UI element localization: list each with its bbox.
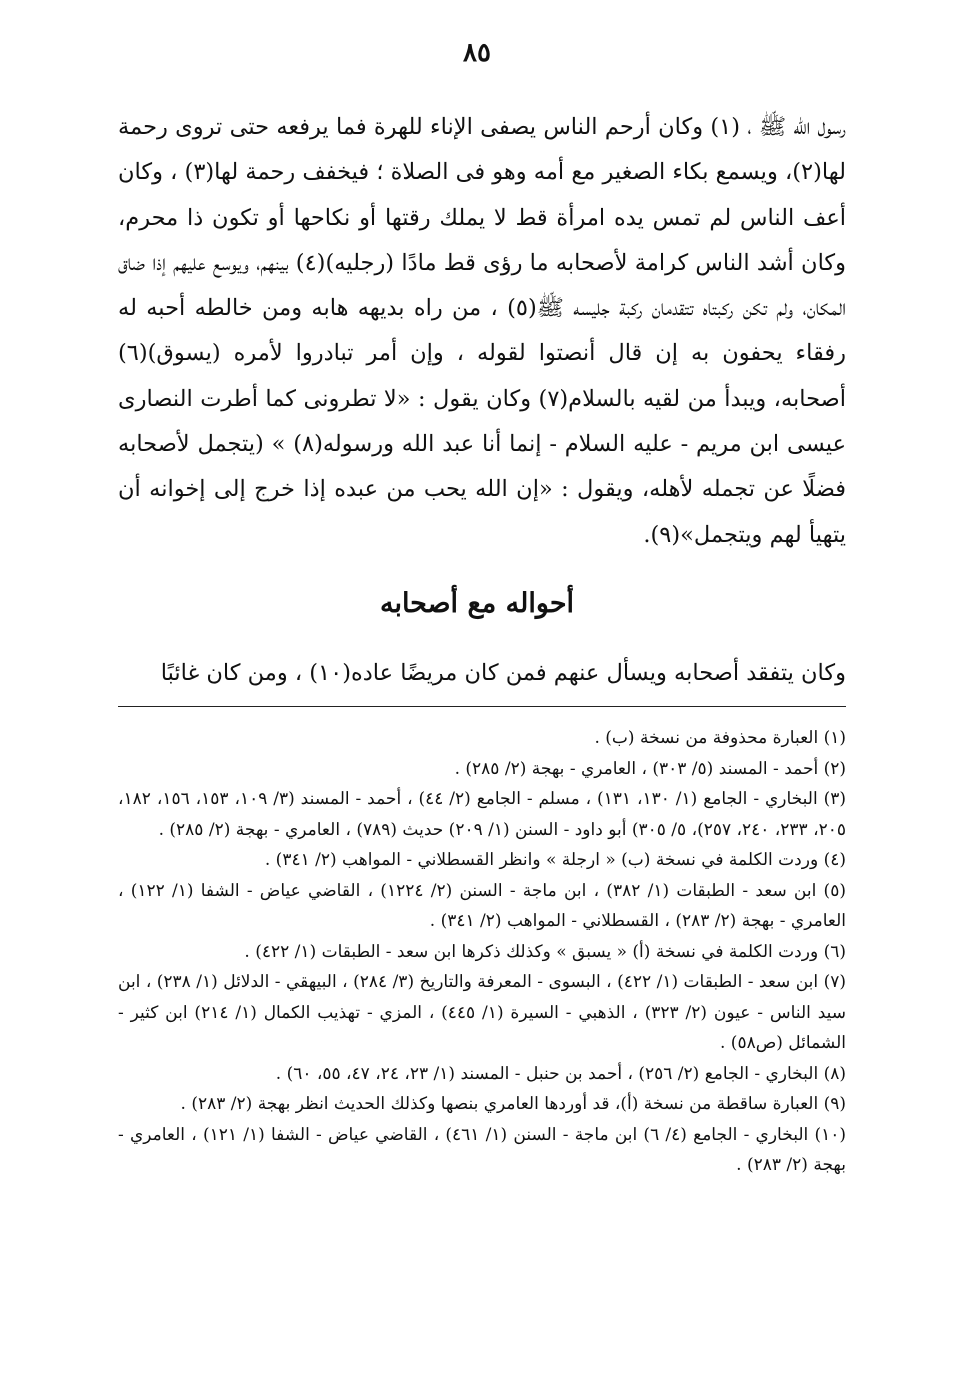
footnote-1: (١) العبارة محذوفة من نسخة (ب) .: [594, 728, 846, 748]
footnote-separator: [118, 706, 846, 707]
footnote-5: (٥) ابن سعد - الطبقات (١/ ٣٨٢) ، ابن ماجة - السنن (٢/ ١٢٢٤) ، القاضي عياض - الشفا (١/ ١٢٢) ، العامري - بهجة (٢/ ٢٨٣) ، القسطلاني - المواهب (٢/ ٣٤١) .: [118, 880, 846, 931]
body-paragraph: رسول الله ﷺ ، (١) وكان أرحم الناس يصفى الإناء للهرة فما يرفعه حتى تروى رحمة لها(٢)، ويسمع بكاء الصغير مع أمه وهو فى الصلاة ؛ فيخفف رحمة لها(٣) ، وكان أعف الناس لم تمس يده امرأة قط لا يملك رقتها أو نكاحها أو تكون ذا محرم، وكان أشد الناس كرامة لأصحابه ما رؤى قط مادًا (رجليه)(٤) بينهم، ويوسع عليهم إذا ضاق المكان، ولم تكن ركبتاه تتقدمان ركبة جليسه ﷺ(٥) ، من راه بديهه هابه ومن خالطه أحبه له رفقاء يحفون به إن قال أنصتوا لقوله ، وإن أمر تبادروا لأمره (يسوق)(٦) أصحابه، ويبدأ من لقيه بالسلام(٧) وكان يقول : «لا تطرونى كما أطرت النصارى عيسى ابن مريم - عليه السلام - إنما أنا عبد الله ورسوله(٨) » (يتجمل لأصحابه فضلًا عن تجمله لأهله، ويقول : «إن الله يحب من عبده إذا خرج إلى إخوانه أن يتهيأ لهم ويتجمل»(٩).: [118, 114, 846, 548]
footnote-7: (٧) ابن سعد - الطبقات (١/ ٤٢٢) ، البسوى - المعرفة والتاريخ (٣/ ٢٨٤) ، البيهقي - الدلائل (١/ ٢٣٨) ، ابن سيد الناس - عيون (٢/ ٣٢٣) ، الذهبي - السيرة (١/ ٤٤٥) ، المزي - تهذيب الكمال (١/ ٢١٤) ابن كثير - الشمائل (ص٥٨) .: [118, 972, 847, 1053]
footnotes: [118, 723, 846, 1181]
footnote-9: (٩) العبارة ساقطة من نسخة (أ)، قد أوردها العامري بنصها وكذلك الحديث انظر بهجة (٢/ ٢٨٣) .: [180, 1094, 846, 1114]
footnote-2: (٢) أحمد - المسند (٥/ ٣٠٣) ، العامري - بهجة (٢/ ٢٨٥) .: [454, 758, 846, 779]
footnote-8: (٨) البخاري - الجامع (٢/ ٢٥٦) ، أحمد بن حنبل - المسند (١/ ٢٣، ٢٤، ٤٧، ٥٥، ٦٠) .: [275, 1063, 846, 1084]
section-paragraph: وكان يتفقد أصحابه ويسأل عنهم فمن كان مريضًا عاده(١٠) ، ومن كان غائبًا: [160, 660, 846, 686]
footnote-6: (٦) وردت الكلمة في نسخة (أ) « يسبق » وكذلك ذكرها ابن سعد - الطبقات (١/ ٤٢٢) .: [244, 941, 846, 962]
main-text-block: [118, 105, 846, 558]
page-number: ٨٥: [463, 38, 491, 68]
footnote-4: (٤) وردت الكلمة في نسخة (ب) « ارجلة » وانظر القسطلاني - المواهب (٢/ ٣٤١) .: [264, 850, 846, 870]
footnote-3: (٣) البخاري - الجامع (١/ ١٣٠، ١٣١) ، مسلم - الجامع (٢/ ٤٤) ، أحمد - المسند (٣/ ١٠٩، ١٥٣، ١٥٦، ١٨٢، ٢٠٥، ٢٣٣، ٢٤٠، ٢٥٧)، ٥/ ٣٠٥) أبو داود - السنن (١/ ٢٠٩) حديث (٧٨٩) ، العامري - بهجة (٢/ ٢٨٥) .: [118, 789, 847, 840]
footnote-10: (١٠) البخاري - الجامع (٤/ ٦) ابن ماجة - السنن (١/ ٤٦١) ، القاضي عياض - الشفا (١/ ١٢١) ، العامري - بهجة (٢/ ٢٨٣) .: [118, 1124, 846, 1175]
section-heading: أحواله مع أصحابه: [379, 588, 575, 619]
